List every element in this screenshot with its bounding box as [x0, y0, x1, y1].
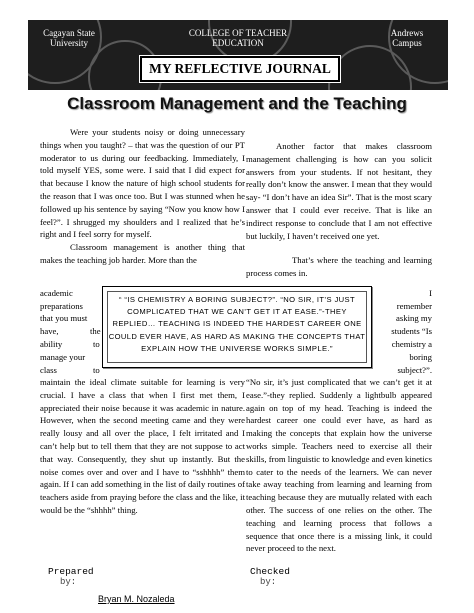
wrap-text-left: that you must — [40, 313, 88, 323]
prepared-by-cut: by: — [60, 577, 77, 587]
paragraph: Were your students noisy or doing unnecessary things when you taught? – that was the question of our PT moderator to us during our feedbacking. Immediately, I told myself YES, some were. I said that I did expect for that because I know the nature of high school students for the reason that I was once too. But I was stunned when he followed up his sentence by saying “Now you know how I feel?”. I shrugged my shoulders and I realized that he’s right and I feel sorry for myself. — [40, 127, 245, 240]
column-right-bottom — [246, 376, 432, 555]
wrap-text-right: I — [429, 288, 432, 298]
paragraph: “No sir, it’s just complicated that we can’t get it at ease.”-they replied. Suddenly a lightbulb appeared again on top of my head. Teaching is indeed the hardest career one could ever have, as hard as making the concepts that explain how the universe works simple. Teachers need to exercise all their skills, from linguistic to knowledge and even kinetics to cater to the needs of the learners. We can never take away teaching from learning and learning from teaching because they are mutually related with each other. The success of one relies on the other. The teaching and learning process that follows a sequence that once there is a missing link, it could never proceed to the next. — [246, 377, 432, 554]
paragraph: maintain the ideal climate suitable for learning is very crucial. I have a class that when I first met them, I appreciated their noise because it was academic in nature. However, when the second meeting came and they were really lousy and all over the place, I felt irritated and I can’t help but to tell them that they are not suppose to act that way. Consequently, they shut up instantly. But the noise comes over and over and I have to “sshhhh” them again. If I can add something in the list of daily routines of teachers aside from praying before the class and the like, it would be the “shhhh” thing. — [40, 377, 245, 515]
checked-by-label: Checked — [250, 566, 290, 577]
page-title: Classroom Management and the Teaching — [67, 94, 407, 113]
wrap-text-left: the — [90, 326, 101, 336]
pull-quote-text: “ “IS CHEMISTRY A BORING SUBJECT?”. “NO SIR, IT’S JUST COMPLICATED THAT WE CAN’T GET IT AT EASE.”-THEY REPLIED… TEACHING IS INDEED THE HARDEST CAREER ONE COULD EVER HAVE, AS HARD AS MAKING THE CONCEPTS THAT EXPLAIN HOW THE UNIVERSE WORKS SIMPLE.” — [107, 291, 367, 363]
prepared-by-label: Prepared — [48, 566, 94, 577]
wrap-text-right: boring — [409, 352, 432, 362]
preparer-name: Bryan M. Nozaleda — [98, 594, 175, 604]
paragraph: Another factor that makes classroom management challenging is how can you solicit answers from your students. If not hesitant, they really don’t know the answer. I mean that they would say- “I don’t have an idea Sir”. That is the most scary answer that I could ever receive. That is like an indirect response to conclude that I am not effective but luckily, I haven’t received one yet. — [246, 141, 432, 241]
column-left-bottom — [40, 376, 245, 517]
wrap-text-left: preparations — [40, 301, 83, 311]
wrap-text-right: subject?”. — [397, 365, 432, 375]
wrap-text-right: remember — [396, 301, 432, 311]
wrap-text-left: class — [40, 365, 57, 375]
pull-quote-box — [102, 286, 372, 368]
checked-by-cut: by: — [260, 577, 277, 587]
column-right-top — [246, 140, 432, 280]
wrap-text-left: to — [93, 365, 100, 375]
wrap-text-left: to — [93, 339, 100, 349]
wrap-text-right: chemistry a — [391, 339, 432, 349]
university-name: Cagayan State University — [43, 28, 95, 48]
wrap-text-right: asking my — [396, 313, 432, 323]
wrap-text-left: have, — [40, 326, 59, 336]
campus-name: Andrews Campus — [390, 28, 424, 48]
wrap-text-right: students “Is — [391, 326, 432, 336]
header-banner — [28, 20, 448, 90]
wrap-text-left: manage your — [40, 352, 86, 362]
paragraph: Classroom management is another thing that makes the teaching job harder. More than the — [40, 242, 245, 265]
journal-title: MY REFLECTIVE JOURNAL — [140, 56, 340, 82]
college-name: COLLEGE OF TEACHER EDUCATION — [188, 28, 288, 48]
wrap-text-left: academic — [40, 288, 73, 298]
column-left-top — [40, 126, 245, 267]
wrap-text-left: ability — [40, 339, 63, 349]
paragraph: That’s where the teaching and learning process comes in. — [246, 255, 432, 279]
